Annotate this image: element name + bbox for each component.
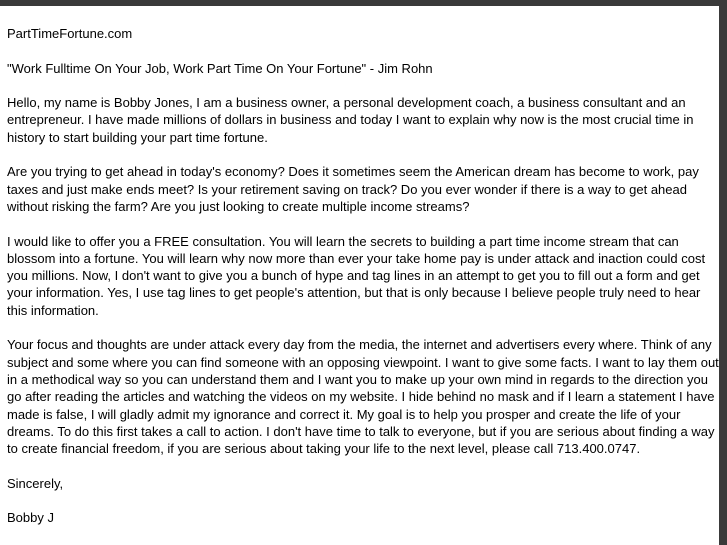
scrollbar[interactable] bbox=[719, 6, 727, 545]
content bbox=[7, 25, 719, 544]
quote: "Work Fulltime On Your Job, Work Part Time On Your Fortune" - Jim Rohn bbox=[7, 60, 433, 76]
paragraph-intro: Hello, my name is Bobby Jones, I am a business owner, a personal development coach, a business consultant and an entrepreneur. I have made millions of dollars in business and today I want to explain why now is the most crucial time in history to start building your part time fortune. bbox=[7, 95, 694, 145]
closing: Sincerely, bbox=[7, 475, 64, 491]
page-body bbox=[0, 6, 719, 545]
paragraph-questions: Are you trying to get ahead in today's economy? Does it sometimes seem the American dream has become to work, pay taxes and just make ends meet? Is your retirement saving on track? Do you ever wonder if there is a way to get ahead without risking the farm? Are you just looking to create multiple income streams? bbox=[7, 164, 699, 214]
site-name: PartTimeFortune.com bbox=[7, 26, 133, 41]
paragraph-offer: I would like to offer you a FREE consultation. You will learn the secrets to building a part time income stream that can blossom into a fortune. You will learn why now more than ever your take home pay is under attack and inaction could cost you millions. Now, I don't want to give you a bunch of hype and tag lines in an attempt to get you to fill out a form and get your information. Yes, I use tag lines to get people's attention, but that is only because I believe people truly need to hear this information. bbox=[7, 233, 706, 318]
signature: Bobby J bbox=[7, 510, 54, 526]
paragraph-focus: Your focus and thoughts are under attack every day from the media, the internet and advertisers every where. Think of any subject and some where you can find someone with an opposing viewpoint. I want to give some facts. I want to lay them out in a methodical way so you can understand them and I want you to make up your own mind in regards to the direction you go after reading the articles and watching the videos on my website. I hide behind no mask and if I learn a statement I have made is false, I will gladly admit my ignorance and correct it. My goal is to help you prosper and create the life of your dreams. To do this first takes a call to action. I don't have time to talk to everyone, but if you are serious about finding a way to create financial freedom, if you are serious about taking your life to the next level, please call 713.400.0747. bbox=[7, 337, 719, 457]
